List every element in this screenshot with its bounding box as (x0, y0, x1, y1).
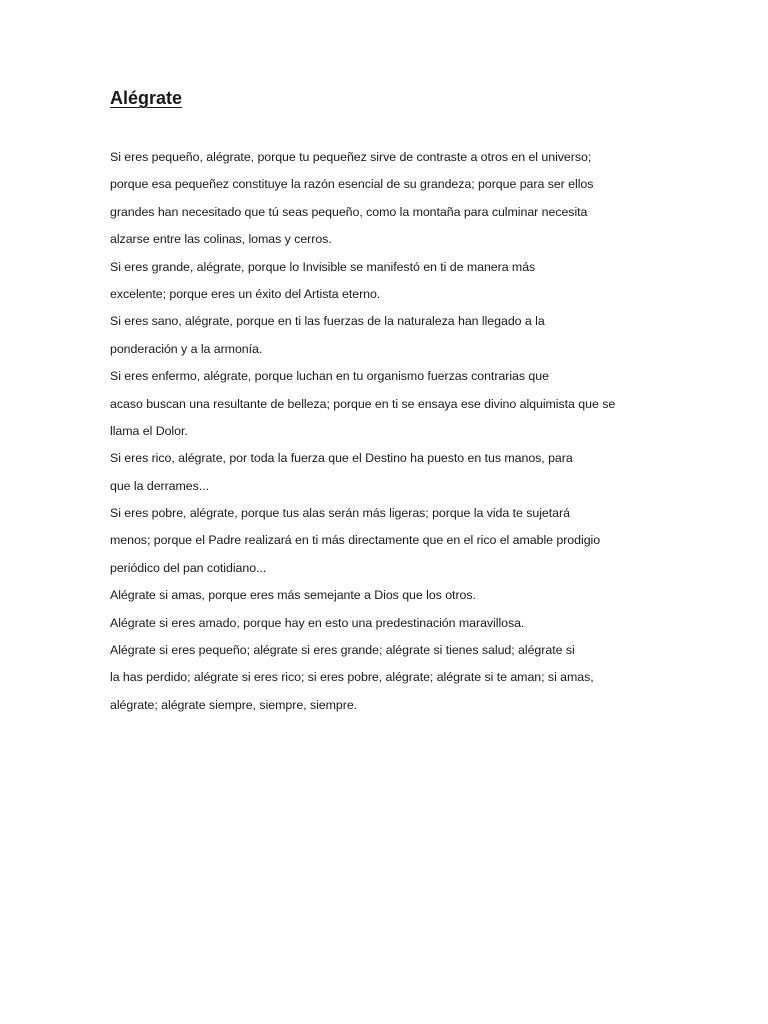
text-line: periódico del pan cotidiano... (110, 560, 267, 575)
text-line: Si eres rico, alégrate, por toda la fuerza que el Destino ha puesto en tus manos, para (110, 451, 573, 466)
text-line: Si eres pobre, alégrate, porque tus alas serán más ligeras; porque la vida te sujetará (110, 506, 570, 521)
text-line: grandes han necesitado que tú seas pequeño, como la montaña para culminar necesita (110, 204, 588, 219)
text-line: Alégrate si eres amado, porque hay en esto una predestinación maravillosa. (110, 615, 525, 630)
text-line: Si eres grande, alégrate, porque lo Invisible se manifestó en ti de manera más (110, 259, 536, 274)
text-line: Si eres enfermo, alégrate, porque luchan en tu organismo fuerzas contrarias que (110, 369, 549, 384)
text-line: alégrate; alégrate siempre, siempre, siempre. (110, 697, 358, 712)
text-line: Si eres pequeño, alégrate, porque tu pequeñez sirve de contraste a otros en el universo; (110, 150, 592, 164)
text-line: porque esa pequeñez constituye la razón esencial de su grandeza; porque para ser ellos (110, 177, 594, 192)
text-line: menos; porque el Padre realizará en ti más directamente que en el rico el amable prodigio (110, 533, 601, 548)
text-line: que la derrames... (110, 478, 209, 493)
text-line: excelente; porque eres un éxito del Artista eterno. (110, 286, 381, 301)
text-line: ponderación y a la armonía. (110, 341, 263, 356)
text-line: llama el Dolor. (110, 423, 188, 438)
text-line: acaso buscan una resultante de belleza; porque en ti se ensaya ese divino alquimista que se (110, 396, 616, 411)
text-line: la has perdido; alégrate si eres rico; si eres pobre, alégrate; alégrate si te aman; si amas, (110, 670, 594, 685)
document-body (110, 144, 670, 719)
text-line: Si eres sano, alégrate, porque en ti las fuerzas de la naturaleza han llegado a la (110, 314, 545, 329)
document-title: Alégrate (110, 88, 183, 108)
text-line: alzarse entre las colinas, lomas y cerros. (110, 232, 332, 247)
text-line: Alégrate si eres pequeño; alégrate si eres grande; alégrate si tienes salud; alégrate si (110, 643, 575, 658)
text-line: Alégrate si amas, porque eres más semejante a Dios que los otros. (110, 588, 476, 603)
